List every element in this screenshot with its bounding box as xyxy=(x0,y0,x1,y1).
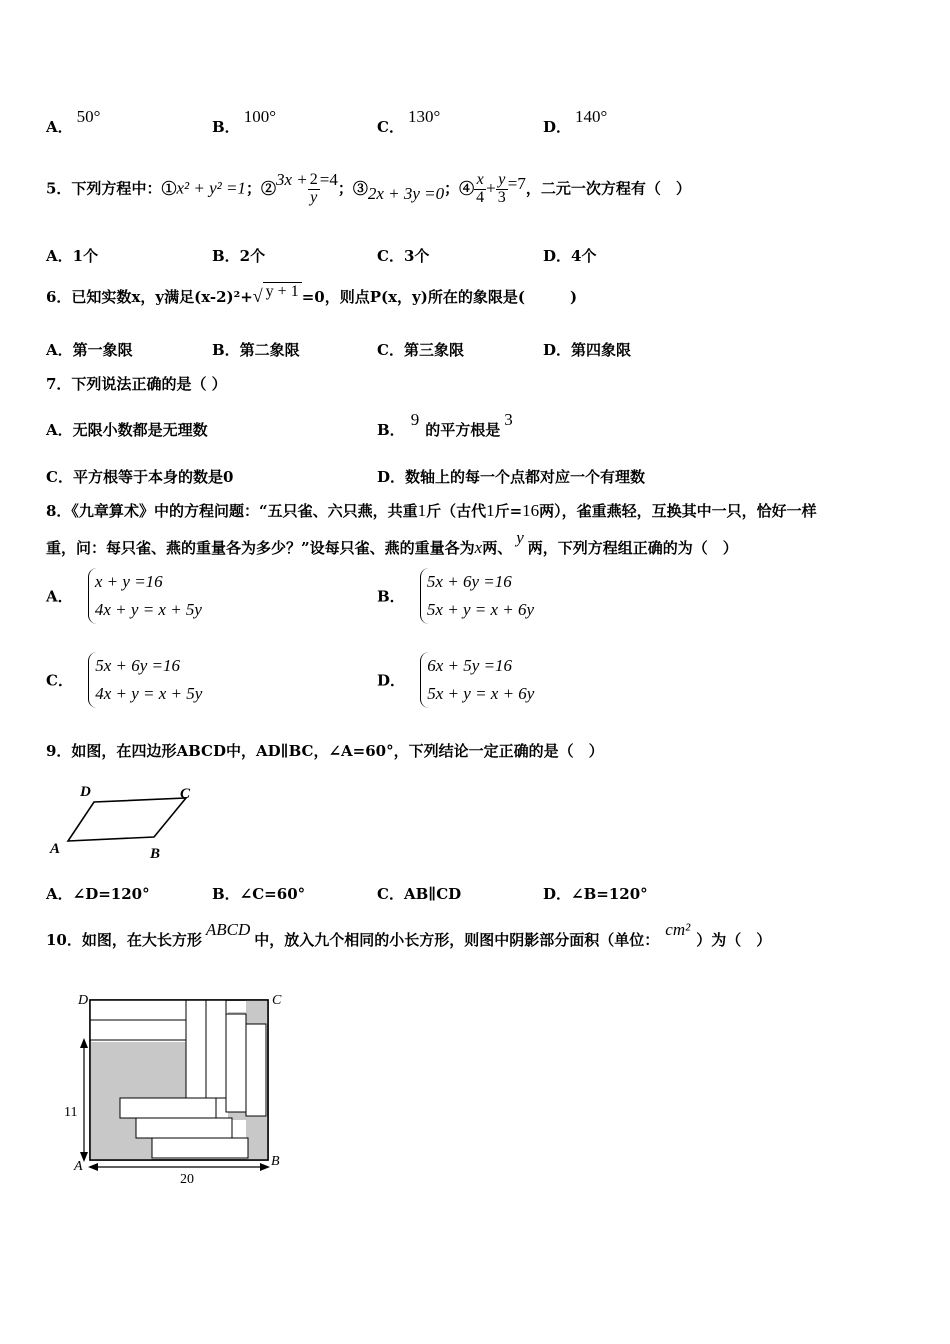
q10-rectangle-figure xyxy=(60,988,300,1188)
q6-option-d: D．第四象限 xyxy=(543,341,632,359)
shaded-region-left-top xyxy=(90,1042,186,1098)
corner-label-d: D xyxy=(78,993,89,1008)
parallelogram-shape xyxy=(68,798,186,841)
small-rect-6 xyxy=(246,1024,266,1116)
q9-option-d: D．∠B=120° xyxy=(543,885,648,903)
q6-option-c: C．第三象限 xyxy=(377,341,464,359)
q6-option-b: B．第二象限 xyxy=(212,341,300,359)
q8-stem-line2: 重，问：每只雀、燕的重量各为多少？”设每只雀、燕的重量各为x两、y两，下列方程组正确的为（ ） xyxy=(46,528,738,557)
corner-label-a: A xyxy=(74,1159,83,1174)
q8-option-d: D． 6x + 5y =16 5x + y = x + 6y xyxy=(377,652,534,708)
q4-option-b: B．100° xyxy=(212,107,276,136)
q5-option-c: C．3个 xyxy=(377,247,430,265)
q6-stem: 6．已知实数x，y满足(x-2)²+√ y + 1 =0，则点P(x，y)所在的象限是( ) xyxy=(46,283,578,306)
corner-label-b: B xyxy=(271,1154,280,1169)
q8-option-a: A． x + y =16 4x + y = x + 5y xyxy=(46,568,202,624)
q8-option-b: B． 5x + 6y =16 5x + y = x + 6y xyxy=(377,568,534,624)
shaded-region-step-2 xyxy=(136,1138,152,1160)
small-rect-8 xyxy=(136,1118,232,1138)
q10-stem: 10．如图，在大长方形ABCD中，放入九个相同的小长方形，则图中阴影部分面积（单位：cm²）为（ ） xyxy=(46,920,772,949)
height-label: 11 xyxy=(64,1105,78,1120)
q9-option-a: A．∠D=120° xyxy=(46,885,150,903)
shaded-region-bottom-right xyxy=(246,1116,268,1160)
q5-option-a: A．1个 xyxy=(46,247,99,265)
q7-option-a: A．无限小数都是无理数 xyxy=(46,421,208,439)
corner-label-c: C xyxy=(272,993,282,1008)
vertex-label-b: B xyxy=(150,846,161,862)
q5-option-d: D．4个 xyxy=(543,247,597,265)
shaded-region-step-1 xyxy=(120,1118,136,1160)
q5-option-b: B．2个 xyxy=(212,247,266,265)
small-rect-7 xyxy=(120,1098,216,1118)
q7-option-b: B．9的平方根是3 xyxy=(377,410,513,439)
q5-stem: 5．下列方程中：①x² + y² =1；②3x + $\frac{2}{y}$ =4；③2x + 3y =0；④ $\frac{x}{4}$ + $\frac{y}{3}$ =7，二元一次方程有（ ） xyxy=(46,170,691,206)
q7-option-d: D．数轴上的每一个点都对应一个有理数 xyxy=(377,468,646,486)
q9-option-c: C．AB∥CD xyxy=(377,885,462,903)
small-rect-4 xyxy=(206,1000,226,1098)
q8-stem-line1: 8．《九章算术》中的方程问题：“五只雀、六只燕，共重1斤（古代1斤=16两），雀重燕轻，互换其中一只，恰好一样 xyxy=(46,501,817,520)
q8-option-c: C． 5x + 6y =16 4x + y = x + 5y xyxy=(46,652,202,708)
q7-stem: 7．下列说法正确的是（ ） xyxy=(46,375,227,393)
width-label: 20 xyxy=(180,1172,194,1187)
shaded-region-top-right xyxy=(246,1000,268,1024)
q4-option-a: A．50° xyxy=(46,107,101,136)
vertex-label-a: A xyxy=(50,841,61,857)
small-rect-5 xyxy=(226,1014,246,1112)
small-rect-9 xyxy=(152,1138,248,1158)
small-rect-1 xyxy=(90,1000,186,1020)
q7-option-c: C．平方根等于本身的数是0 xyxy=(46,468,234,486)
q9-option-b: B．∠C=60° xyxy=(212,885,306,903)
shaded-region-left-bottom xyxy=(90,1098,120,1160)
q6-option-a: A．第一象限 xyxy=(46,341,133,359)
small-rect-2 xyxy=(90,1020,186,1040)
small-rect-3 xyxy=(186,1000,206,1098)
q9-stem: 9．如图，在四边形ABCD中，AD∥BC，∠A=60°，下列结论一定正确的是（ ） xyxy=(46,742,604,760)
q4-option-d: D．140° xyxy=(543,107,608,136)
vertex-label-d: D xyxy=(80,784,91,800)
q9-parallelogram-figure xyxy=(46,776,206,866)
q4-option-c: C．130° xyxy=(377,107,441,136)
vertex-label-c: C xyxy=(180,786,191,802)
